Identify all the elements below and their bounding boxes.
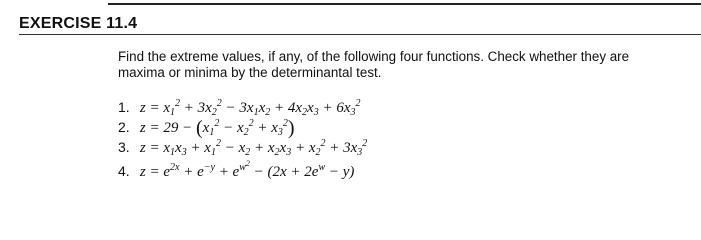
problem-3 [118, 134, 678, 158]
problem-expression: $z = e^{2x} + e^{-y} + e^{w^2} - (2x + 2e^w - y)$ [139, 159, 355, 180]
problem-number: 1. [118, 99, 130, 115]
problem-number: 2. [118, 119, 130, 135]
instruction-line-2: maxima or minima by the determinantal test. [118, 65, 382, 80]
problem-number: 4. [118, 163, 130, 179]
top-rule [108, 3, 701, 5]
problem-list [118, 94, 678, 180]
problem-number: 3. [118, 139, 130, 155]
instruction-line-1: Find the extreme values, if any, of the following four functions. Check whether they are [118, 49, 630, 64]
problem-2 [118, 114, 678, 139]
problem-1 [118, 94, 678, 118]
problem-expression: $z = x_1^2 + 3x_2^2 - 3x_1x_2 + 4x_2x_3 + 6x_3^2$ [139, 98, 361, 118]
problem-expression: $z = x_1x_3 + x_1^2 - x_2 + x_2x_3 + x_2^2 + 3x_3^2$ [139, 138, 368, 158]
problem-expression: $z = 29 - (x_1^2 - x_2^2 + x_3^2)$ [139, 117, 295, 139]
title-underline [19, 34, 701, 35]
problem-4 [118, 154, 678, 180]
exercise-title: EXERCISE 11.4 [19, 15, 138, 32]
exercise-instructions [118, 49, 688, 81]
